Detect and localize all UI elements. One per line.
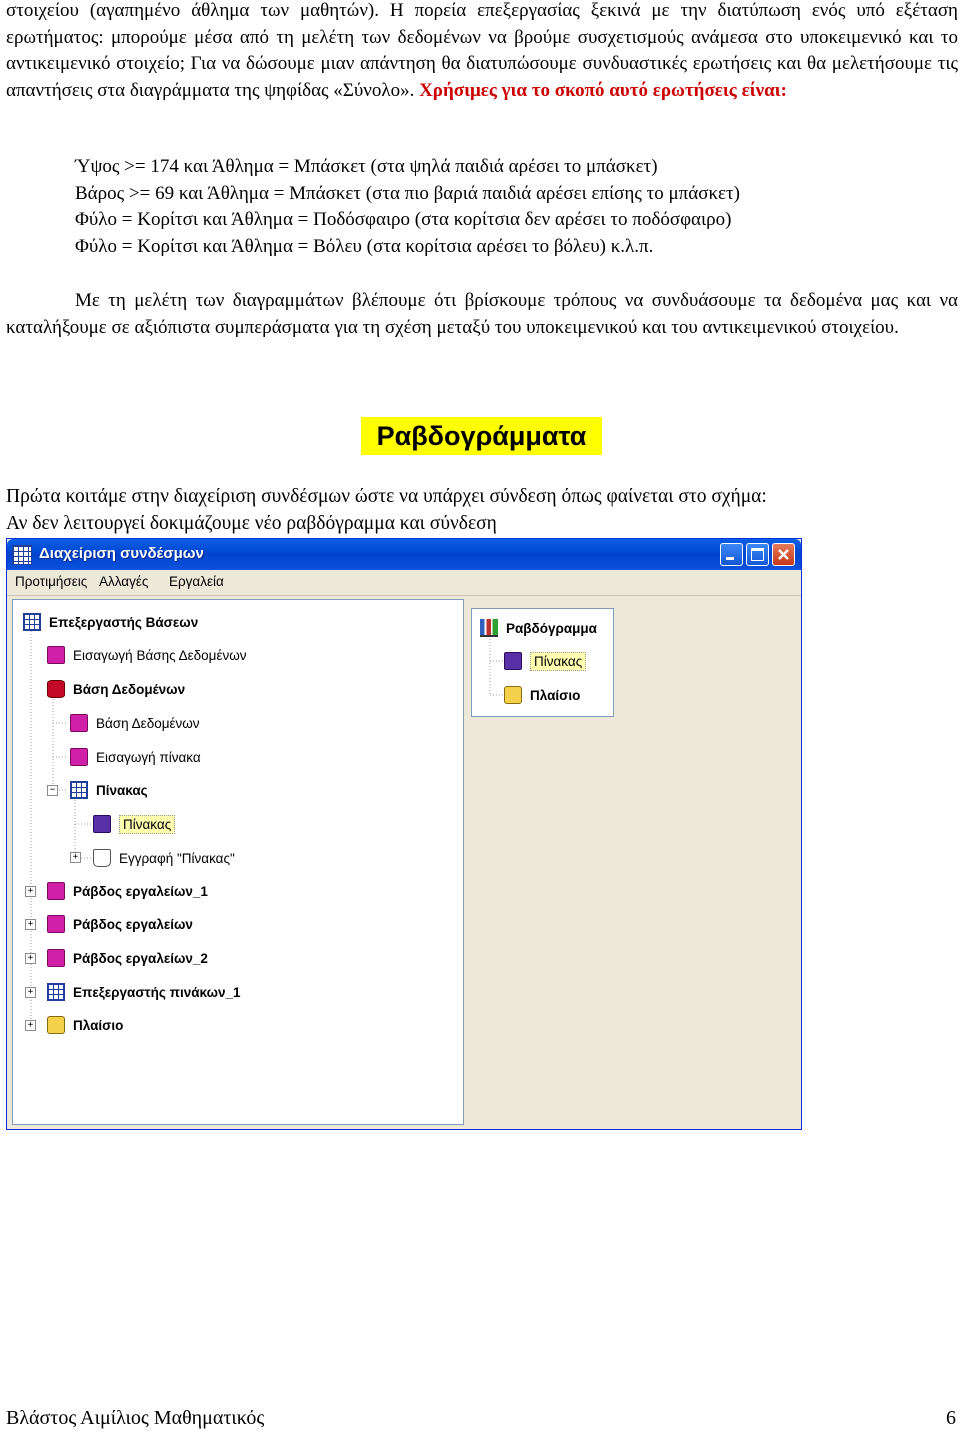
minimize-icon [726,557,734,560]
link-icon [504,652,522,670]
tree-item-db-editor[interactable]: Επεξεργαστής Βάσεων [23,611,198,633]
window-title: Διαχείριση συνδέσμων [39,545,204,562]
tree-item-bar-chart[interactable]: Ραβδόγραμμα [480,617,597,639]
bar-chart-icon [480,619,498,637]
tree-item-frame[interactable]: Πλαίσιο [47,1014,123,1036]
tree-item-toolbar[interactable]: Ράβδος εργαλείων [47,913,193,935]
links-manager-window [6,538,802,1130]
tree-item-frame-right[interactable]: Πλαίσιο [504,684,580,706]
intro-line-2: Αν δεν λειτουργεί δοκιμάζουμε νέο ραβδόγραμμα και σύνδεση [6,513,497,534]
close-button[interactable] [772,543,795,566]
conclusion-paragraph [6,288,958,341]
import-db-icon [47,646,65,664]
grid-icon [23,613,41,631]
question-2: Βάρος >= 69 και Άθλημα = Μπάσκετ (στα πιο βαριά παιδιά αρέσει επίσης το μπάσκετ) [75,183,740,204]
footer-page-number: 6 [946,1407,956,1429]
database-icon [47,680,65,698]
maximize-icon [751,548,764,561]
link-icon [70,748,88,766]
link-icon [70,714,88,732]
menu-preferences[interactable]: Προτιμήσεις [15,574,88,589]
toolbar-icon [47,882,65,900]
tree-item-import-table[interactable]: Εισαγωγή πίνακα [70,746,201,768]
expand-frame-toggle[interactable]: + [25,1020,36,1031]
app-icon [12,545,32,565]
tree-item-toolbar-2[interactable]: Ράβδος εργαλείων_2 [47,947,208,969]
conclusion-text: Με τη μελέτη των διαγραμμάτων βλέπουμε ότι βρίσκουμε τρόπους να συνδυάσουμε τα δεδομένα μας και να καταλήξουμε σε αξιόπιστα συμπεράσματα για τη σχέση μεταξύ του υποκειμενικού και του αντικειμενικού στοιχείου. [6,290,958,338]
tree-item-table-link[interactable]: Πίνακας [93,813,175,835]
question-4: Φύλο = Κορίτσι και Άθλημα = Βόλευ (στα κορίτσια αρέσει το βόλευ) κ.λ.π. [75,236,654,257]
intro-line-1: Πρώτα κοιτάμε στην διαχείριση συνδέσμων ώστε να υπάρχει σύνδεση όπως φαίνεται στο σχήμα: [6,486,767,507]
tree-item-record[interactable]: Εγγραφή "Πίνακας" [93,847,235,869]
question-1: Ύψος >= 174 και Άθλημα = Μπάσκετ (στα ψηλά παιδιά αρέσει το μπάσκετ) [75,156,658,177]
section-heading: Ραβδογράμματα [361,417,602,455]
maximize-button[interactable] [746,543,769,566]
expand-toolbar2-toggle[interactable]: + [25,953,36,964]
title-bar[interactable] [7,539,801,570]
expand-toolbar1-toggle[interactable]: + [25,886,36,897]
minimize-button[interactable] [720,543,743,566]
collapse-table-toggle[interactable]: − [47,785,58,796]
record-icon [93,849,111,867]
menu-changes[interactable]: Αλλαγές [99,574,149,589]
frame-icon [504,686,522,704]
close-icon [777,548,790,561]
tree-item-table-link-right[interactable]: Πίνακας [504,650,586,672]
expand-table-editor-toggle[interactable]: + [25,987,36,998]
toolbar-icon [47,949,65,967]
link-icon [93,815,111,833]
left-tree-panel[interactable] [12,599,464,1125]
paragraph-highlight: Χρήσιμες για το σκοπό αυτό ερωτήσεις είναι: [419,79,787,101]
tree-item-table-editor-1[interactable]: Επεξεργαστής πινάκων_1 [47,981,241,1003]
grid-icon [70,781,88,799]
toolbar-icon [47,915,65,933]
intro-paragraph [6,0,958,104]
tree-item-table[interactable]: Πίνακας [70,779,148,801]
right-tree-panel[interactable] [471,608,614,717]
expand-record-toggle[interactable]: + [70,852,81,863]
tree-item-database[interactable]: Βάση Δεδομένων [47,678,185,700]
menu-bar [7,570,801,596]
question-3: Φύλο = Κορίτσι και Άθλημα = Ποδόσφαιρο (στα κορίτσια δεν αρέσει το ποδόσφαιρο) [75,209,732,230]
tree-item-toolbar-1[interactable]: Ράβδος εργαλείων_1 [47,880,208,902]
tree-item-database-link[interactable]: Βάση Δεδομένων [70,712,200,734]
frame-icon [47,1016,65,1034]
tree-item-import-db[interactable]: Εισαγωγή Βάσης Δεδομένων [47,644,247,666]
grid-icon [47,983,65,1001]
paragraph-text: στοιχείου (αγαπημένο άθλημα των μαθητών). Η πορεία επεξεργασίας ξεκινά με την διατύπωση ενός υπό εξέταση ερωτήματος: μπορούμε μέσα από τη μελέτη των δεδομένων να βρούμε συσχετισμούς ανάμεσα στο υποκειμενικό και το αντικειμενικό στοιχείο; Για να δώσουμε μιαν απάντηση θα διατυπώσουμε συνδυαστικές ερωτήσεις και θα μελετήσουμε τις απαντήσεις στα διαγράμματα της ψηφίδας «Σύνολο». [6,0,958,101]
menu-tools[interactable]: Εργαλεία [169,574,224,589]
expand-toolbar-toggle[interactable]: + [25,919,36,930]
footer-author: Βλάστος Αιμίλιος Μαθηματικός [6,1407,265,1429]
